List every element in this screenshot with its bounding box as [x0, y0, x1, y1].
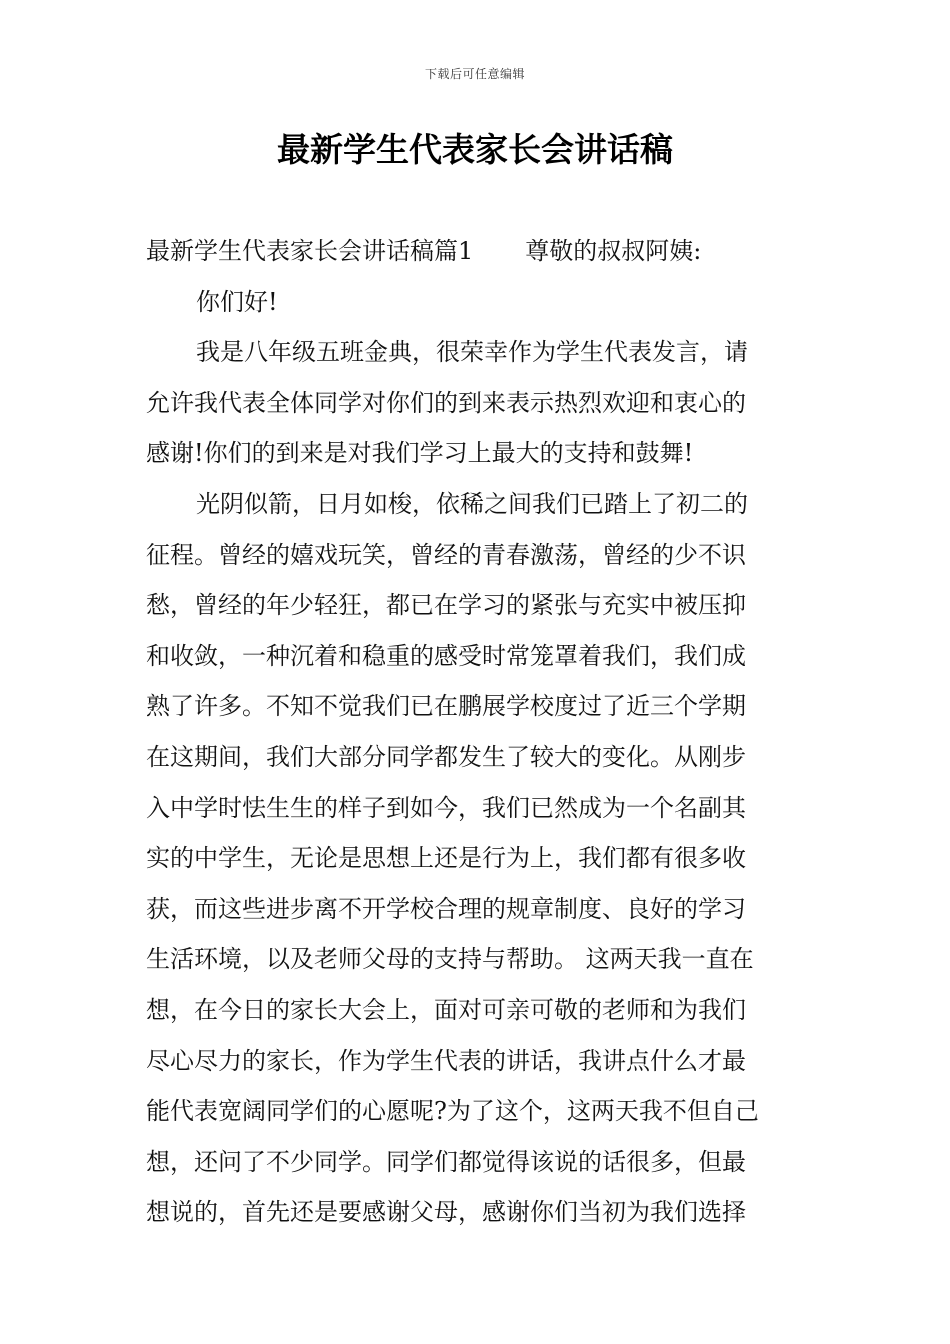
body-line: 生活环境，以及老师父母的支持与帮助。 这两天我一直在	[146, 945, 754, 974]
body-line: 能代表宽阔同学们的心愿呢?为了这个，这两天我不但自己	[146, 1097, 759, 1126]
body-line: 我是八年级五班金典，很荣幸作为学生代表发言，请	[196, 338, 748, 367]
body-line: 获，而这些进步离不开学校合理的规章制度、良好的学习	[146, 894, 746, 923]
body-line: 想，在今日的家长大会上，面对可亲可敬的老师和为我们	[146, 995, 746, 1024]
body-line: 感谢!你们的到来是对我们学习上最大的支持和鼓舞!	[146, 439, 694, 468]
body-line: 入中学时怯生生的样子到如今，我们已然成为一个名副其	[146, 793, 746, 822]
body-line: 你们好!	[196, 287, 278, 316]
body-line	[146, 226, 806, 277]
header-note: 下载后可任意编辑	[424, 67, 525, 81]
body-line: 想说的，首先还是要感谢父母，感谢你们当初为我们选择	[146, 1198, 746, 1227]
body-line: 实的中学生，无论是思想上还是行为上，我们都有很多收	[146, 844, 746, 873]
body-line: 想，还问了不少同学。同学们都觉得该说的话很多，但最	[146, 1147, 746, 1176]
body-line: 在这期间，我们大部分同学都发生了较大的变化。从刚步	[146, 742, 746, 771]
section-heading: 最新学生代表家长会讲话稿篇1	[146, 237, 474, 265]
body-line: 允许我代表全体同学对你们的到来表示热烈欢迎和衷心的	[146, 388, 746, 417]
body-line: 光阴似箭，日月如梭，依稀之间我们已踏上了初二的	[196, 489, 748, 518]
document-title: 最新学生代表家长会讲话稿	[277, 130, 673, 169]
body-line: 和收敛，一种沉着和稳重的感受时常笼罩着我们，我们成	[146, 641, 746, 670]
document-body	[146, 226, 806, 1238]
body-line: 愁，曾经的年少轻狂，都已在学习的紧张与充实中被压抑	[146, 591, 746, 620]
body-line: 尽心尽力的家长，作为学生代表的讲话，我讲点什么才最	[146, 1046, 746, 1075]
body-line: 熟了许多。不知不觉我们已在鹏展学校度过了近三个学期	[146, 692, 746, 721]
body-line: 征程。曾经的嬉戏玩笑，曾经的青春激荡，曾经的少不识	[146, 540, 746, 569]
salutation: 尊敬的叔叔阿姨:	[525, 237, 702, 265]
